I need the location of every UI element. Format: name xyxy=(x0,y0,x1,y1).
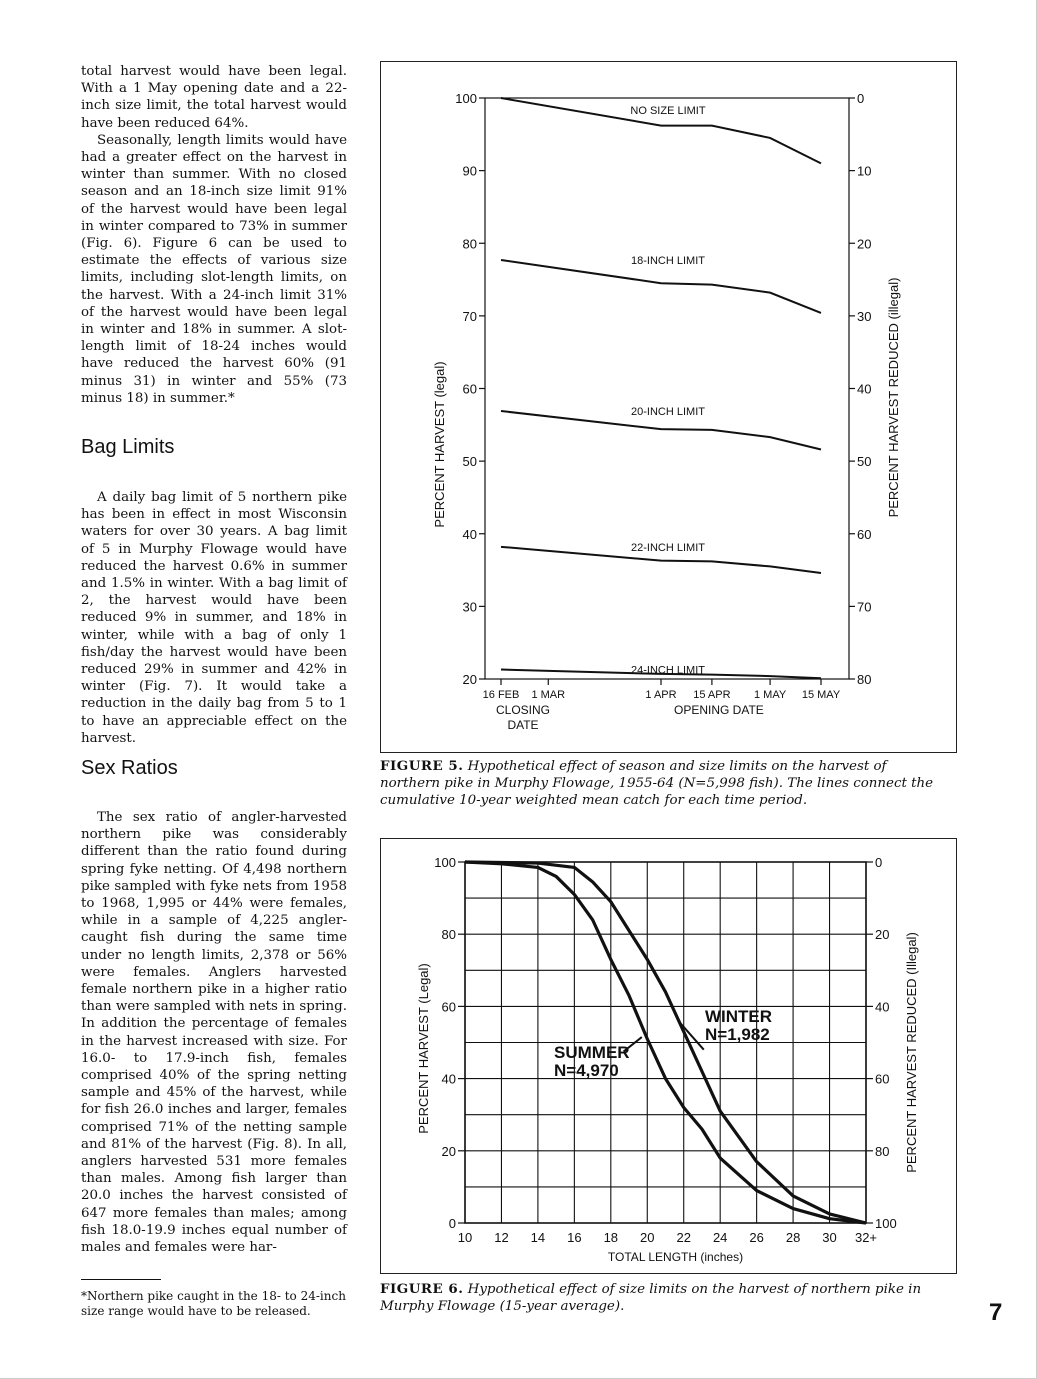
fig5-y2tick-label: 60 xyxy=(857,526,872,542)
fig6-y2tick-label: 40 xyxy=(875,999,890,1015)
fig5-xtick-label: 15 MAY xyxy=(801,689,841,701)
fig6-summer-n: N=4,970 xyxy=(554,1061,619,1080)
fig5-ytick-label: 50 xyxy=(462,454,477,470)
footnote-rule xyxy=(81,1279,161,1280)
fig5-xlabel-closing: CLOSING xyxy=(495,703,551,717)
fig5-series-label: 24-INCH LIMIT xyxy=(631,664,705,677)
fig5-series-label: 20-INCH LIMIT xyxy=(631,406,705,419)
fig5-y2tick-label: 10 xyxy=(857,163,872,179)
fig5-y2tick-label: 50 xyxy=(857,454,872,470)
fig6-ytick-label: 60 xyxy=(441,999,456,1015)
fig5-ytick-label: 20 xyxy=(462,672,477,687)
fig5-ytick-label: 60 xyxy=(462,381,477,397)
fig5-xtick-label: 15 APR xyxy=(693,689,731,701)
paragraph-bag-limits: A daily bag limit of 5 northern pike has been in effect in most Wisconsin waters for over 30 years. A bag limit of 5 in Murphy Flowage would have reduced the harvest 0.6% in summer and 1.5% in winter. With a bag limit of 2, the harvest would have been reduced 9% in summer, and 18% in winter, while with a bag of only 1 fish/day the harvest would have been reduced 29% in summer and 42% in winter (Fig. 7). It would take a reduction in the daily bag from 5 to 1 to have an appreciable effect on the harvest. xyxy=(81,490,347,746)
fig5-xtick-label: 1 APR xyxy=(645,689,677,701)
fig5-series-label: 18-INCH LIMIT xyxy=(631,254,705,267)
bag-limits-text xyxy=(81,489,347,747)
fig6-y2label: PERCENT HARVEST REDUCED (Illegal) xyxy=(904,932,919,1173)
fig5-series-label: 22-INCH LIMIT xyxy=(631,541,705,554)
figure6-label: FIGURE 6. xyxy=(380,1281,464,1297)
heading-sex-ratios: Sex Ratios xyxy=(81,757,178,779)
fig5-xtick-label: 1 MAY xyxy=(753,689,787,701)
fig6-xtick-label: 10 xyxy=(457,1230,473,1245)
fig6-xtick-label: 14 xyxy=(530,1230,546,1245)
fig6-y2tick-label: 20 xyxy=(875,927,890,943)
fig6-xtick-label: 20 xyxy=(640,1230,655,1245)
heading-bag-limits: Bag Limits xyxy=(81,436,175,458)
fig6-xlabel: TOTAL LENGTH (inches) xyxy=(607,1250,744,1264)
page-number: 7 xyxy=(989,1299,1003,1326)
figure5-chart xyxy=(381,62,956,752)
fig6-winter-n: N=1,982 xyxy=(705,1025,770,1044)
fig6-xtick-label: 24 xyxy=(712,1230,728,1245)
fig6-xtick-label: 32+ xyxy=(854,1230,878,1245)
paragraph-sex-ratios: The sex ratio of angler-harvested northern pike was considerably different than the ratio found during spring fyke netting. Of 4,498 northern pike sampled with fyke nets from 1958 to 1968, 1,995 or 44% were females, while in a sample of 4,225 angler-caught fish during the same time under no length limits, 2,378 or 56% were females. Anglers harvested female northern pike in a higher ratio than were sampled with nets in spring. In addition the percentage of females in the harvest increased with size. For 16.0- to 17.9-inch fish, females comprised 40% of the spring netting sample and 45% of the harvest, while for fish 26.0 inches and larger, females comprised 71% of the netting sample and 81% of the harvest (Fig. 8). In all, anglers harvested 531 more females than males. Among fish larger than 20.0 inches the harvest consisted of 647 more females than males; among fish 18.0-19.9 inches equal number of males and females were har- xyxy=(81,810,347,1256)
fig6-winter-label: WINTER xyxy=(705,1007,773,1026)
left-text-column xyxy=(81,63,347,407)
figure5-frame xyxy=(380,61,957,753)
fig5-xlabel-opening: OPENING DATE xyxy=(674,703,764,717)
figure5-label: FIGURE 5. xyxy=(380,758,464,774)
fig5-plot-frame xyxy=(485,98,849,679)
fig5-y2tick-label: 20 xyxy=(857,236,872,252)
figure5-caption-text: Hypothetical effect of season and size limits on the harvest of northern pike in Murphy Flowage, 1955-64 (N=5,998 fish). The lines connect the cumulative 10-year weighted mean catch for each time period. xyxy=(380,759,934,808)
fig6-summer-label: SUMMER xyxy=(554,1043,630,1062)
fig6-y2tick-label: 60 xyxy=(875,1071,890,1087)
fig5-y2tick-label: 80 xyxy=(857,672,872,687)
fig5-series-line xyxy=(501,260,821,313)
fig6-ylabel: PERCENT HARVEST (Legal) xyxy=(416,963,431,1134)
fig6-xtick-label: 18 xyxy=(603,1230,619,1245)
fig6-ytick-label: 80 xyxy=(441,927,456,943)
fig5-ytick-label: 100 xyxy=(455,91,477,106)
fig5-series-label: NO SIZE LIMIT xyxy=(630,105,706,117)
fig6-xtick-label: 28 xyxy=(785,1230,801,1245)
fig5-ytick-label: 80 xyxy=(462,236,477,252)
figure5-caption xyxy=(380,758,940,809)
figure6-frame xyxy=(380,838,957,1274)
fig6-y2tick-label: 80 xyxy=(875,1143,890,1159)
figure6-caption xyxy=(380,1281,940,1315)
fig6-xtick-label: 22 xyxy=(676,1230,691,1245)
fig5-ylabel: PERCENT HARVEST (legal) xyxy=(432,361,447,528)
fig5-y2label: PERCENT HARVEST REDUCED (illegal) xyxy=(886,277,901,518)
fig6-xtick-label: 30 xyxy=(822,1230,837,1245)
fig5-y2tick-label: 30 xyxy=(857,308,872,324)
fig5-y2tick-label: 40 xyxy=(857,381,872,397)
fig6-ytick-label: 100 xyxy=(434,855,456,870)
fig5-ytick-label: 40 xyxy=(462,526,477,542)
fig6-y2tick-label: 100 xyxy=(875,1216,897,1231)
figure6-caption-text: Hypothetical effect of size limits on the harvest of northern pike in Murphy Flowage (15-year average). xyxy=(380,1282,922,1314)
fig6-xtick-label: 16 xyxy=(567,1230,582,1245)
fig5-y2tick-label: 0 xyxy=(857,91,865,106)
fig5-xtick-label: 16 FEB xyxy=(482,689,520,701)
fig6-ytick-label: 20 xyxy=(441,1143,456,1159)
fig6-xtick-label: 12 xyxy=(494,1230,509,1245)
fig5-xlabel-closing-date: DATE xyxy=(507,718,539,732)
fig5-ytick-label: 70 xyxy=(462,308,477,324)
fig5-ytick-label: 90 xyxy=(462,163,477,179)
fig5-ytick-label: 30 xyxy=(462,599,477,615)
paragraph-length-limits: Seasonally, length limits would have had a greater effect on the harvest in winter than summer. With no closed season and an 18-inch size limit 91% of the harvest would have been legal in winter compared to 73% in summer (Fig. 6). Figure 6 can be used to estimate the effects of various size limits, including slot-length limits, on the harvest. With a 24-inch limit 31% of the harvest would have been legal in winter and 18% in summer. A slot-length limit of 18-24 inches would have reduced the harvest 60% (91 minus 31) in winter and 55% (73 minus 18) in summer.* xyxy=(81,132,347,406)
fig5-y2tick-label: 70 xyxy=(857,599,872,615)
figure6-chart xyxy=(381,839,956,1273)
paragraph-harvest-legal: total harvest would have been legal. With a 1 May opening date and a 22-inch size limit, the total harvest would have been reduced 64%. xyxy=(81,64,347,131)
fig6-ytick-label: 0 xyxy=(448,1216,456,1231)
sex-ratios-text xyxy=(81,809,347,1256)
fig6-xtick-label: 26 xyxy=(749,1230,764,1245)
footnote: *Northern pike caught in the 18- to 24-inch size range would have to be released. xyxy=(81,1289,346,1318)
fig5-xtick-label: 1 MAR xyxy=(531,689,566,701)
fig6-ytick-label: 40 xyxy=(441,1071,456,1087)
fig6-y2tick-label: 0 xyxy=(875,855,883,870)
